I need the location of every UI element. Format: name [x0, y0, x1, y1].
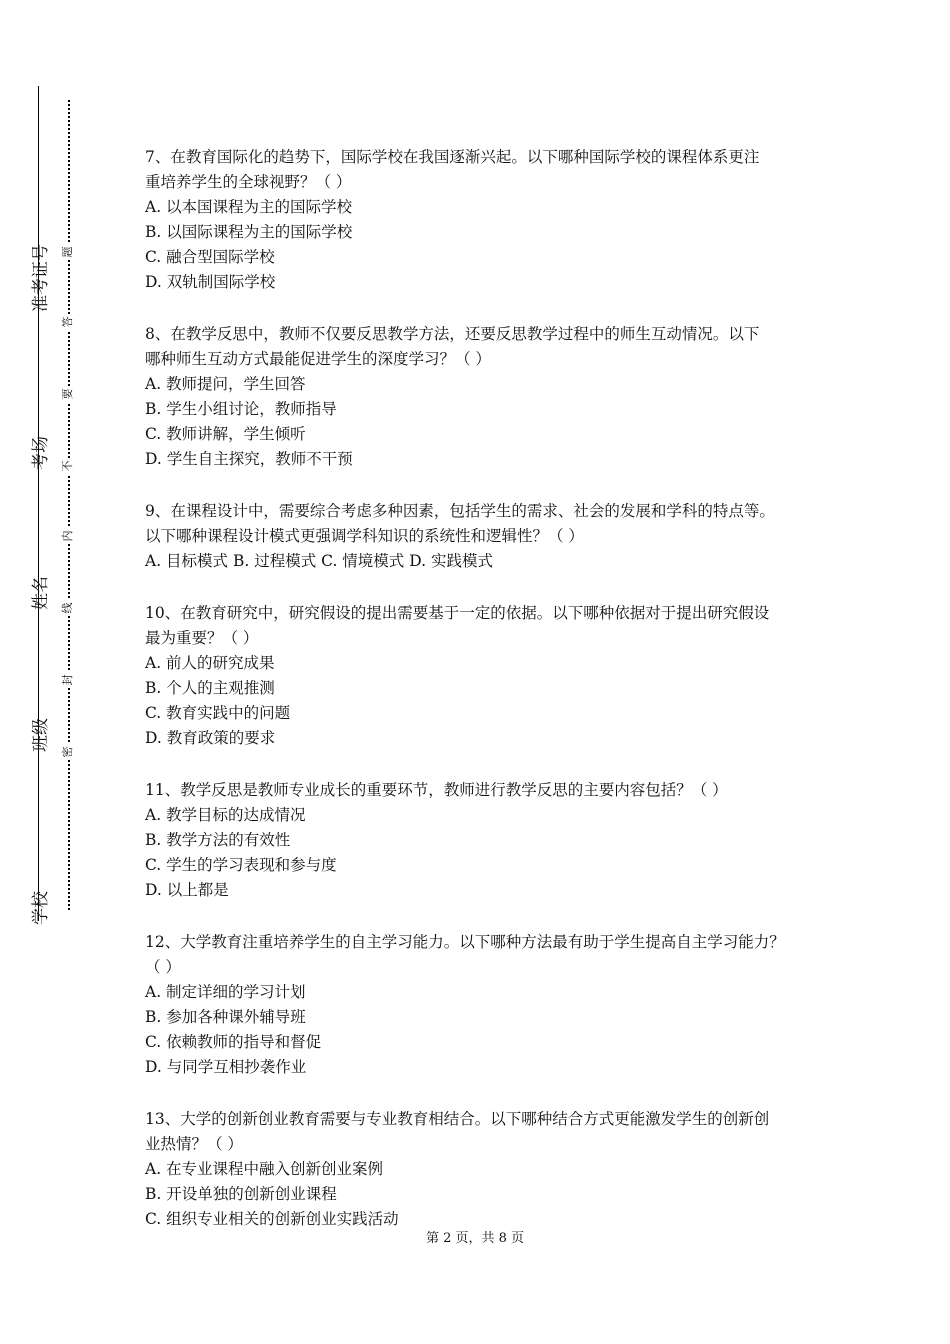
question-stem-line: 业热情？（ ） [145, 1135, 243, 1153]
question-stem-line: 9、在课程设计中，需要综合考虑多种因素，包括学生的需求、社会的发展和学科的特点等。 [145, 502, 775, 520]
seal-char: 不 [60, 458, 76, 474]
question-12 [145, 930, 815, 1080]
option-a: A. 制定详细的学习计划 [145, 983, 306, 1001]
seal-char: 题 [60, 244, 76, 260]
seal-char: 要 [60, 386, 76, 402]
question-stem-line: 重培养学生的全球视野？（ ） [145, 173, 352, 191]
option-c: C. 教育实践中的问题 [145, 704, 291, 722]
option-b: B. 个人的主观推测 [145, 679, 275, 697]
exam-room-label: 考场 [31, 436, 51, 470]
option-a: A. 教学目标的达成情况 [145, 806, 306, 824]
option-c: C. 依赖教师的指导和督促 [145, 1033, 322, 1051]
question-stem-line: 8、在教学反思中，教师不仅要反思教学方法，还要反思教学过程中的师生互动情况。以下 [145, 325, 760, 343]
option-d: D. 学生自主探究，教师不干预 [145, 450, 353, 468]
page-footer: 第 2 页，共 8 页 [425, 1231, 525, 1246]
option-b: B. 学生小组讨论，教师指导 [145, 400, 337, 418]
seal-char: 答 [60, 314, 76, 330]
question-stem-line: 13、大学的创新创业教育需要与专业教育相结合。以下哪种结合方式更能激发学生的创新创 [145, 1110, 770, 1128]
question-11 [145, 778, 815, 903]
option-c: C. 融合型国际学校 [145, 248, 275, 266]
option-d: D. 双轨制国际学校 [145, 273, 276, 291]
option-a: A. 以本国课程为主的国际学校 [145, 198, 353, 216]
question-7 [145, 145, 815, 295]
question-10 [145, 601, 815, 751]
question-9 [145, 499, 815, 574]
option-c: C. 教师讲解，学生倾听 [145, 425, 306, 443]
seal-char: 内 [60, 528, 76, 544]
option-a: A. 前人的研究成果 [145, 654, 275, 672]
option-c: C. 组织专业相关的创新创业实践活动 [145, 1210, 399, 1228]
question-stem-line: 12、大学教育注重培养学生的自主学习能力。以下哪种方法最有助于学生提高自主学习能力？ [145, 933, 785, 951]
option-b: B. 开设单独的创新创业课程 [145, 1185, 337, 1203]
question-stem-line: （ ） [145, 958, 181, 976]
name-label: 姓名 [31, 576, 51, 610]
question-stem-line: 以下哪种课程设计模式更强调学科知识的系统性和逻辑性？（ ） [145, 527, 584, 545]
question-8 [145, 322, 815, 472]
class-label: 班级 [31, 718, 51, 752]
question-list [145, 145, 815, 1259]
question-stem-line: 7、在教育国际化的趋势下，国际学校在我国逐渐兴起。以下哪种国际学校的课程体系更注 [145, 148, 760, 166]
question-stem-line: 哪种师生互动方式最能促进学生的深度学习？（ ） [145, 350, 491, 368]
seal-char: 线 [60, 600, 76, 616]
exam-number-label: 准考证号 [31, 244, 51, 312]
option-row: A. 目标模式 B. 过程模式 C. 情境模式 D. 实践模式 [145, 552, 493, 570]
question-13 [145, 1107, 815, 1232]
binding-solid-line [38, 86, 39, 921]
option-c: C. 学生的学习表现和参与度 [145, 856, 337, 874]
question-stem-line: 10、在教育研究中，研究假设的提出需要基于一定的依据。以下哪种依据对于提出研究假设 [145, 604, 770, 622]
option-d: D. 以上都是 [145, 881, 229, 899]
question-stem-line: 最为重要？（ ） [145, 629, 259, 647]
option-d: D. 教育政策的要求 [145, 729, 276, 747]
school-label: 学校 [31, 891, 51, 925]
option-a: A. 教师提问，学生回答 [145, 375, 306, 393]
option-a: A. 在专业课程中融入创新创业案例 [145, 1160, 384, 1178]
option-d: D. 与同学互相抄袭作业 [145, 1058, 307, 1076]
option-b: B. 参加各种课外辅导班 [145, 1008, 306, 1026]
option-b: B. 教学方法的有效性 [145, 831, 291, 849]
option-b: B. 以国际课程为主的国际学校 [145, 223, 353, 241]
seal-char: 密 [60, 744, 76, 760]
binding-dotted-line [68, 100, 70, 910]
question-stem-line: 11、教学反思是教师专业成长的重要环节，教师进行教学反思的主要内容包括？（ ） [145, 781, 728, 799]
seal-char: 封 [60, 672, 76, 688]
